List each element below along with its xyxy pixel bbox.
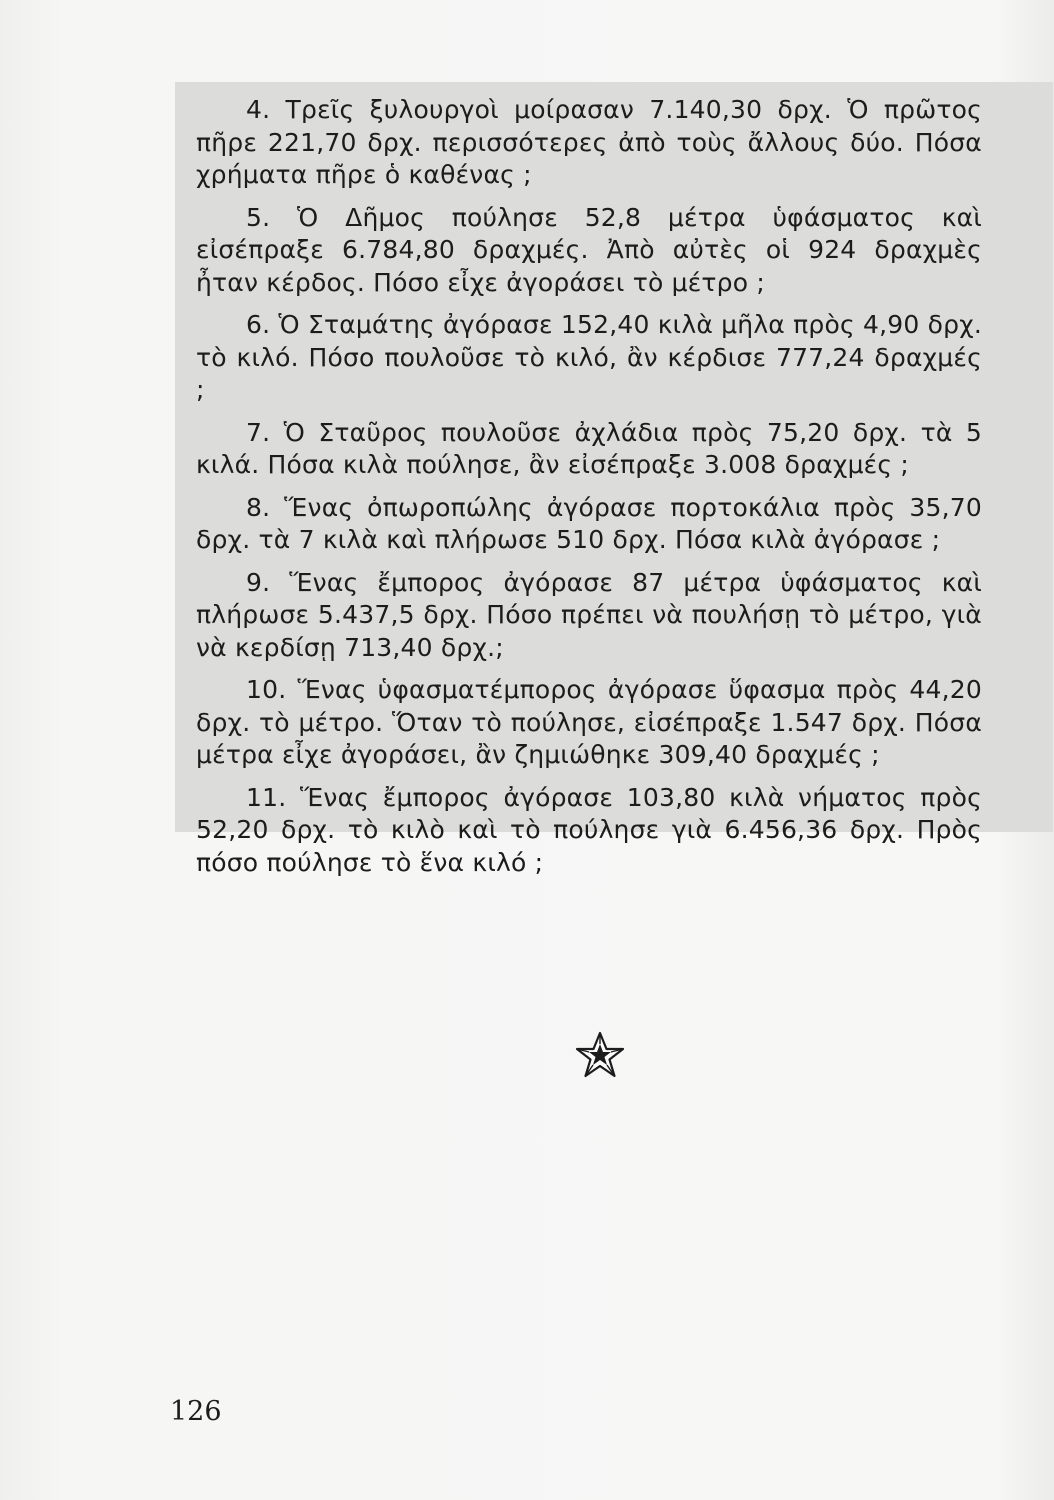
problem-8: 8. Ἕνας ὀπωροπώλης ἀγόρασε πορτοκάλια πρὸς 35,70 δρχ. τὰ 7 κιλὰ καὶ πλήρωσε 510 δρχ. Πόσα κιλὰ ἀγόρασε ;: [196, 492, 982, 554]
problem-10: 10. Ἕνας ὑφασματέμπορος ἀγόρασε ὕφασμα πρὸς 44,20 δρχ. τὸ μέτρο. Ὅταν τὸ πούλησε, εἰσέπραξε 1.547 δρχ. Πόσα μέτρα εἶχε ἀγοράσει, ἂν ζημιώθηκε 309,40 δραχμές ;: [196, 675, 982, 769]
problem-6: 6. Ὁ Σταμάτης ἀγόρασε 152,40 κιλὰ μῆλα πρὸς 4,90 δρχ. τὸ κιλό. Πόσο πουλοῦσε τὸ κιλό, ἂν κέρδισε 777,24 δραχμές ;: [196, 310, 982, 404]
problem-list: [196, 94, 982, 889]
problem-5: 5. Ὁ Δῆμος πούλησε 52,8 μέτρα ὑφάσματος καὶ εἰσέπραξε 6.784,80 δραχμές. Ἀπὸ αὐτὲς οἱ 924 δραχμὲς ἦταν κέρδος. Πόσο εἶχε ἀγοράσει τὸ μέτρο ;: [196, 202, 982, 297]
problem-7: 7. Ὁ Σταῦρος πουλοῦσε ἀχλάδια πρὸς 75,20 δρχ. τὰ 5 κιλά. Πόσα κιλὰ πούλησε, ἂν εἰσέπραξε 3.008 δραχμές ;: [196, 417, 982, 479]
star-ornament-icon: [574, 1030, 626, 1082]
problem-4: 4. Τρεῖς ξυλουργοὶ μοίρασαν 7.140,30 δρχ. Ὁ πρῶτος πῆρε 221,70 δρχ. περισσότερες ἀπὸ τοὺς ἄλλους δύο. Πόσα χρήματα πῆρε ὁ καθένας ;: [196, 95, 982, 189]
problem-9: 9. Ἕνας ἔμπορος ἀγόρασε 87 μέτρα ὑφάσματος καὶ πλήρωσε 5.437,5 δρχ. Πόσο πρέπει νὰ πουλήσῃ τὸ μέτρο, γιὰ νὰ κερδίσῃ 713,40 δρχ.;: [196, 567, 982, 662]
page-number: 126: [170, 1396, 222, 1427]
problem-11: 11. Ἕνας ἔμπορος ἀγόρασε 103,80 κιλὰ νήματος πρὸς 52,20 δρχ. τὸ κιλὸ καὶ τὸ πούλησε γιὰ 6.456,36 δρχ. Πρὸς πόσο πούλησε τὸ ἕνα κιλό ;: [196, 782, 982, 877]
